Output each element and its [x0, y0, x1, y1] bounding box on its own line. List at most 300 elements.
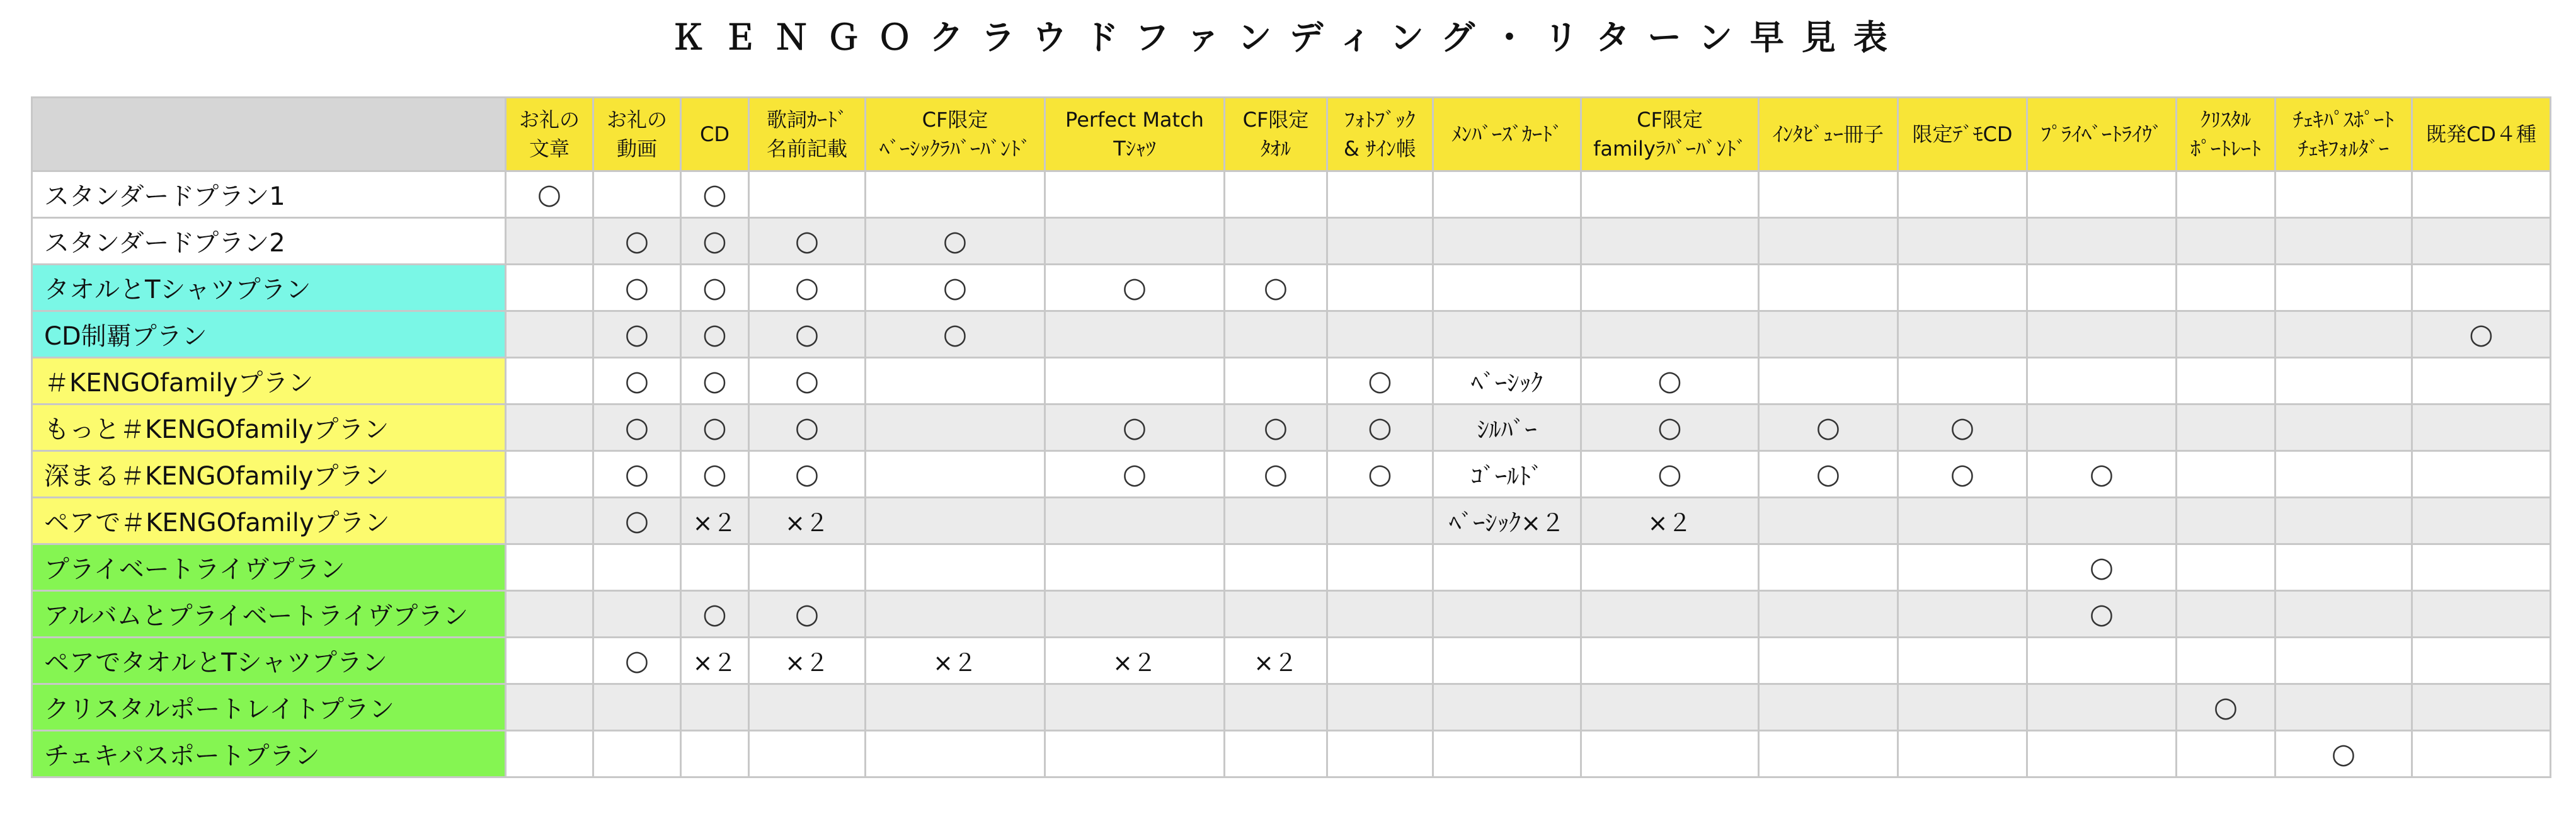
table-cell [1898, 684, 2027, 731]
table-cell [2412, 358, 2551, 404]
table-cell [2177, 684, 2275, 731]
table-cell [1225, 684, 1327, 731]
table-cell [1759, 498, 1898, 544]
table-cell [1327, 358, 1433, 404]
column-header: 歌詞ｶｰﾄﾞ 名前記載 [749, 98, 866, 171]
included-mark: ○ [702, 318, 727, 350]
column-header: お礼の 動画 [593, 98, 681, 171]
table-cell [2275, 311, 2412, 358]
table-cell [2177, 731, 2275, 777]
table-cell [1898, 218, 2027, 265]
table-cell [1581, 544, 1759, 591]
table-cell [2027, 498, 2177, 544]
table-cell [1898, 451, 2027, 498]
table-cell [1433, 638, 1581, 684]
included-mark: ○ [794, 318, 820, 350]
table-cell [749, 358, 866, 404]
table-cell [1759, 265, 1898, 311]
table-cell [2177, 358, 2275, 404]
included-mark: ○ [702, 458, 727, 490]
column-header: ｲﾝﾀﾋﾞｭｰ冊子 [1759, 98, 1898, 171]
table-cell [749, 684, 866, 731]
table-cell [2177, 638, 2275, 684]
included-mark: ○ [2331, 738, 2356, 770]
table-cell [1045, 311, 1225, 358]
table-cell [681, 265, 749, 311]
table-cell [506, 638, 593, 684]
column-header: CF限定 familyﾗﾊﾞｰﾊﾞﾝﾄﾞ [1581, 98, 1759, 171]
reward-table [31, 96, 2551, 778]
table-cell [1045, 591, 1225, 638]
table-cell [2027, 358, 2177, 404]
table-cell [593, 498, 681, 544]
corner-cell [32, 98, 506, 171]
plan-name-cell: プライベートライヴプラン [32, 544, 506, 591]
table-cell [1045, 451, 1225, 498]
table-cell [1759, 591, 1898, 638]
table-cell [1581, 498, 1759, 544]
table-cell [2027, 265, 2177, 311]
table-cell [2275, 171, 2412, 218]
table-cell [1327, 591, 1433, 638]
table-cell [2412, 544, 2551, 591]
table-cell [1433, 451, 1581, 498]
table-cell [2027, 638, 2177, 684]
table-cell [1759, 404, 1898, 451]
table-row [32, 171, 2551, 218]
included-mark: ○ [1950, 458, 1975, 490]
table-cell [1327, 638, 1433, 684]
table-cell [2027, 731, 2177, 777]
table-cell [1225, 498, 1327, 544]
plan-name-cell: 深まる＃KENGOfamilyプラン [32, 451, 506, 498]
table-row [32, 498, 2551, 544]
table-cell [506, 404, 593, 451]
table-cell [1581, 451, 1759, 498]
table-cell [681, 311, 749, 358]
plan-name-cell: CD制覇プラン [32, 311, 506, 358]
table-cell [2027, 404, 2177, 451]
table-cell [681, 218, 749, 265]
column-header: ﾌｫﾄﾌﾞｯｸ & ｻｲﾝ帳 [1327, 98, 1433, 171]
plan-name-cell: ＃KENGOfamilyプラン [32, 358, 506, 404]
table-cell [866, 171, 1045, 218]
table-cell [749, 591, 866, 638]
table-cell [1433, 171, 1581, 218]
table-cell [2275, 684, 2412, 731]
table-cell [2027, 218, 2177, 265]
column-header: CF限定 ﾍﾞｰｼｯｸﾗﾊﾞｰﾊﾞﾝﾄﾞ [866, 98, 1045, 171]
table-cell [1898, 311, 2027, 358]
table-cell [749, 265, 866, 311]
table-cell [593, 358, 681, 404]
table-cell [1898, 591, 2027, 638]
table-row [32, 638, 2551, 684]
included-mark: ○ [2089, 598, 2114, 630]
included-mark: ○ [794, 365, 820, 397]
included-mark: ○ [1368, 365, 1392, 397]
included-mark: ○ [624, 645, 650, 677]
table-row [32, 684, 2551, 731]
plan-name-cell: もっと＃KENGOfamilyプラン [32, 404, 506, 451]
table-cell [593, 451, 681, 498]
table-cell [1581, 638, 1759, 684]
included-mark: ○ [624, 458, 650, 490]
table-cell [1327, 731, 1433, 777]
table-cell [1759, 544, 1898, 591]
table-cell [506, 684, 593, 731]
table-cell [2027, 684, 2177, 731]
table-cell [1759, 684, 1898, 731]
table-cell [1225, 591, 1327, 638]
table-cell [681, 684, 749, 731]
plan-name-cell: タオルとTシャツプラン [32, 265, 506, 311]
included-mark: ○ [1657, 411, 1682, 444]
table-cell [2412, 404, 2551, 451]
included-mark: ○ [1368, 458, 1392, 490]
table-cell [681, 638, 749, 684]
table-cell [1759, 171, 1898, 218]
table-cell [1433, 218, 1581, 265]
table-cell [681, 451, 749, 498]
included-mark: ○ [1263, 411, 1288, 444]
table-cell [2275, 265, 2412, 311]
table-cell [506, 451, 593, 498]
included-mark: ○ [2089, 551, 2114, 583]
table-cell [1581, 171, 1759, 218]
table-cell [1433, 498, 1581, 544]
table-cell [1433, 404, 1581, 451]
table-cell [2177, 544, 2275, 591]
table-cell [1045, 404, 1225, 451]
included-mark: ○ [1263, 458, 1288, 490]
table-cell [1327, 451, 1433, 498]
table-cell [1045, 544, 1225, 591]
included-mark: ○ [794, 272, 820, 304]
table-cell [866, 544, 1045, 591]
cell-value: ×２ [692, 649, 737, 677]
table-cell [1327, 544, 1433, 591]
table-cell [681, 498, 749, 544]
table-cell [593, 591, 681, 638]
table-cell [2177, 311, 2275, 358]
table-cell [1581, 218, 1759, 265]
table-cell [506, 731, 593, 777]
table-cell [866, 498, 1045, 544]
table-cell [2275, 218, 2412, 265]
table-cell [1327, 265, 1433, 311]
table-cell [1327, 311, 1433, 358]
plan-name-cell: スタンダードプラン2 [32, 218, 506, 265]
cell-value: ×２ [1647, 509, 1692, 537]
table-cell [1225, 171, 1327, 218]
table-cell [1045, 638, 1225, 684]
table-cell [681, 171, 749, 218]
table-cell [2275, 638, 2412, 684]
table-cell [2412, 731, 2551, 777]
column-header: お礼の 文章 [506, 98, 593, 171]
table-cell [2275, 451, 2412, 498]
table-cell [1898, 265, 2027, 311]
included-mark: ○ [702, 225, 727, 257]
included-mark: ○ [1657, 458, 1682, 490]
header-row [32, 98, 2551, 171]
table-cell [1759, 311, 1898, 358]
table-cell [1898, 498, 2027, 544]
table-cell [506, 218, 593, 265]
table-cell [2177, 498, 2275, 544]
table-cell [2412, 591, 2551, 638]
table-cell [1045, 498, 1225, 544]
table-cell [1898, 171, 2027, 218]
table-cell [866, 311, 1045, 358]
table-cell [593, 265, 681, 311]
table-cell [1225, 265, 1327, 311]
table-cell [506, 591, 593, 638]
table-cell [2412, 684, 2551, 731]
table-cell [749, 498, 866, 544]
cell-value: ﾍﾞｰｼｯｸ×２ [1449, 509, 1565, 537]
column-header: ｸﾘｽﾀﾙ ﾎﾟｰﾄﾚｰﾄ [2177, 98, 2275, 171]
included-mark: ○ [794, 411, 820, 444]
reward-table-container [31, 96, 2551, 778]
column-header: CF限定 ﾀｵﾙ [1225, 98, 1327, 171]
table-cell [1225, 451, 1327, 498]
cell-value: ｼﾙﾊﾞｰ [1477, 416, 1537, 444]
table-row [32, 358, 2551, 404]
table-cell [2027, 311, 2177, 358]
included-mark: ○ [1816, 458, 1841, 490]
table-cell [1898, 638, 2027, 684]
table-cell [1225, 311, 1327, 358]
table-cell [2027, 451, 2177, 498]
cell-value: ｺﾞｰﾙﾄﾞ [1470, 462, 1543, 490]
table-cell [749, 638, 866, 684]
plan-name-cell: アルバムとプライベートライヴプラン [32, 591, 506, 638]
included-mark: ○ [1368, 411, 1392, 444]
included-mark: ○ [624, 318, 650, 350]
cell-value: ×２ [933, 649, 977, 677]
cell-value: ﾍﾞｰｼｯｸ [1470, 369, 1543, 397]
table-cell [866, 265, 1045, 311]
cell-value: ×２ [785, 509, 829, 537]
table-cell [506, 544, 593, 591]
table-cell [2027, 591, 2177, 638]
table-cell [866, 731, 1045, 777]
table-cell [2275, 544, 2412, 591]
table-cell [593, 171, 681, 218]
table-cell [506, 311, 593, 358]
included-mark: ○ [942, 318, 968, 350]
table-cell [2177, 451, 2275, 498]
table-cell [2177, 591, 2275, 638]
table-cell [1225, 404, 1327, 451]
table-cell [749, 311, 866, 358]
table-cell [1433, 265, 1581, 311]
included-mark: ○ [624, 505, 650, 537]
table-cell [1433, 591, 1581, 638]
table-cell [866, 404, 1045, 451]
table-cell [1581, 358, 1759, 404]
included-mark: ○ [2089, 458, 2114, 490]
table-cell [1898, 544, 2027, 591]
table-cell [1581, 265, 1759, 311]
table-cell [2412, 311, 2551, 358]
table-cell [1327, 218, 1433, 265]
table-cell [2412, 171, 2551, 218]
table-cell [1045, 358, 1225, 404]
table-cell [593, 404, 681, 451]
table-row [32, 265, 2551, 311]
table-cell [2412, 218, 2551, 265]
table-cell [749, 171, 866, 218]
included-mark: ○ [1950, 411, 1975, 444]
table-cell [749, 731, 866, 777]
table-cell [1898, 404, 2027, 451]
included-mark: ○ [624, 411, 650, 444]
table-cell [593, 218, 681, 265]
table-cell [1898, 731, 2027, 777]
table-cell [1433, 684, 1581, 731]
included-mark: ○ [702, 365, 727, 397]
table-cell [2412, 498, 2551, 544]
table-cell [1581, 311, 1759, 358]
table-cell [506, 358, 593, 404]
table-cell [1327, 404, 1433, 451]
table-cell [1759, 731, 1898, 777]
table-cell [2412, 265, 2551, 311]
included-mark: ○ [702, 598, 727, 630]
table-cell [681, 591, 749, 638]
table-cell [866, 591, 1045, 638]
page-title: ＫＥＮＧＯクラウドファンディング・リターン早見表 [671, 18, 1905, 57]
table-cell [593, 731, 681, 777]
plan-name-cell: ペアでタオルとTシャツプラン [32, 638, 506, 684]
table-cell [749, 544, 866, 591]
table-cell [593, 638, 681, 684]
table-row [32, 591, 2551, 638]
table-cell [1759, 451, 1898, 498]
table-row [32, 731, 2551, 777]
table-cell [2177, 171, 2275, 218]
table-cell [1433, 544, 1581, 591]
table-cell [1327, 498, 1433, 544]
table-cell [593, 311, 681, 358]
table-cell [866, 358, 1045, 404]
table-cell [2275, 731, 2412, 777]
table-body [32, 171, 2551, 777]
included-mark: ○ [537, 178, 562, 210]
table-cell [2412, 451, 2551, 498]
table-cell [1045, 731, 1225, 777]
table-cell [866, 451, 1045, 498]
table-cell [1225, 638, 1327, 684]
included-mark: ○ [942, 272, 968, 304]
column-header: Perfect Match Tｼｬﾂ [1045, 98, 1225, 171]
table-cell [749, 451, 866, 498]
table-cell [2027, 171, 2177, 218]
cell-value: ×２ [1254, 649, 1298, 677]
table-cell [593, 684, 681, 731]
table-cell [2275, 358, 2412, 404]
table-row [32, 544, 2551, 591]
table-cell [1433, 731, 1581, 777]
included-mark: ○ [624, 365, 650, 397]
column-header: 既発CD４種 [2412, 98, 2551, 171]
included-mark: ○ [1263, 272, 1288, 304]
table-row [32, 218, 2551, 265]
column-header: 限定ﾃﾞﾓCD [1898, 98, 2027, 171]
table-cell [1045, 171, 1225, 218]
table-cell [2177, 265, 2275, 311]
table-cell [749, 404, 866, 451]
table-cell [1581, 591, 1759, 638]
table-cell [1225, 358, 1327, 404]
table-cell [2177, 404, 2275, 451]
plan-name-cell: スタンダードプラン1 [32, 171, 506, 218]
included-mark: ○ [702, 411, 727, 444]
plan-name-cell: チェキパスポートプラン [32, 731, 506, 777]
included-mark: ○ [624, 272, 650, 304]
included-mark: ○ [942, 225, 968, 257]
table-cell [1759, 358, 1898, 404]
table-cell [681, 358, 749, 404]
included-mark: ○ [794, 458, 820, 490]
table-row [32, 404, 2551, 451]
table-cell [1581, 684, 1759, 731]
included-mark: ○ [702, 272, 727, 304]
table-cell [1433, 358, 1581, 404]
table-cell [2027, 544, 2177, 591]
included-mark: ○ [1657, 365, 1682, 397]
table-cell [2275, 591, 2412, 638]
table-cell [866, 218, 1045, 265]
table-cell [593, 544, 681, 591]
table-row [32, 311, 2551, 358]
included-mark: ○ [1122, 458, 1147, 490]
cell-value: ×２ [1113, 649, 1157, 677]
table-cell [866, 638, 1045, 684]
plan-name-cell: クリスタルポートレイトプラン [32, 684, 506, 731]
table-cell [2412, 638, 2551, 684]
table-cell [1433, 311, 1581, 358]
table-cell [1581, 404, 1759, 451]
table-row [32, 451, 2551, 498]
column-header: CD [681, 98, 749, 171]
included-mark: ○ [624, 225, 650, 257]
table-cell [1045, 684, 1225, 731]
table-cell [2275, 404, 2412, 451]
column-header: ﾒﾝﾊﾞｰｽﾞｶｰﾄﾞ [1433, 98, 1581, 171]
included-mark: ○ [1816, 411, 1841, 444]
table-cell [1327, 171, 1433, 218]
included-mark: ○ [794, 598, 820, 630]
table-cell [506, 265, 593, 311]
table-cell [1225, 731, 1327, 777]
table-cell [681, 731, 749, 777]
table-cell [866, 684, 1045, 731]
table-cell [1759, 638, 1898, 684]
table-cell [506, 171, 593, 218]
included-mark: ○ [702, 178, 727, 210]
table-cell [1759, 218, 1898, 265]
table-cell [749, 218, 866, 265]
table-cell [1045, 265, 1225, 311]
table-cell [1225, 218, 1327, 265]
included-mark: ○ [1122, 272, 1147, 304]
included-mark: ○ [794, 225, 820, 257]
included-mark: ○ [2213, 691, 2238, 723]
